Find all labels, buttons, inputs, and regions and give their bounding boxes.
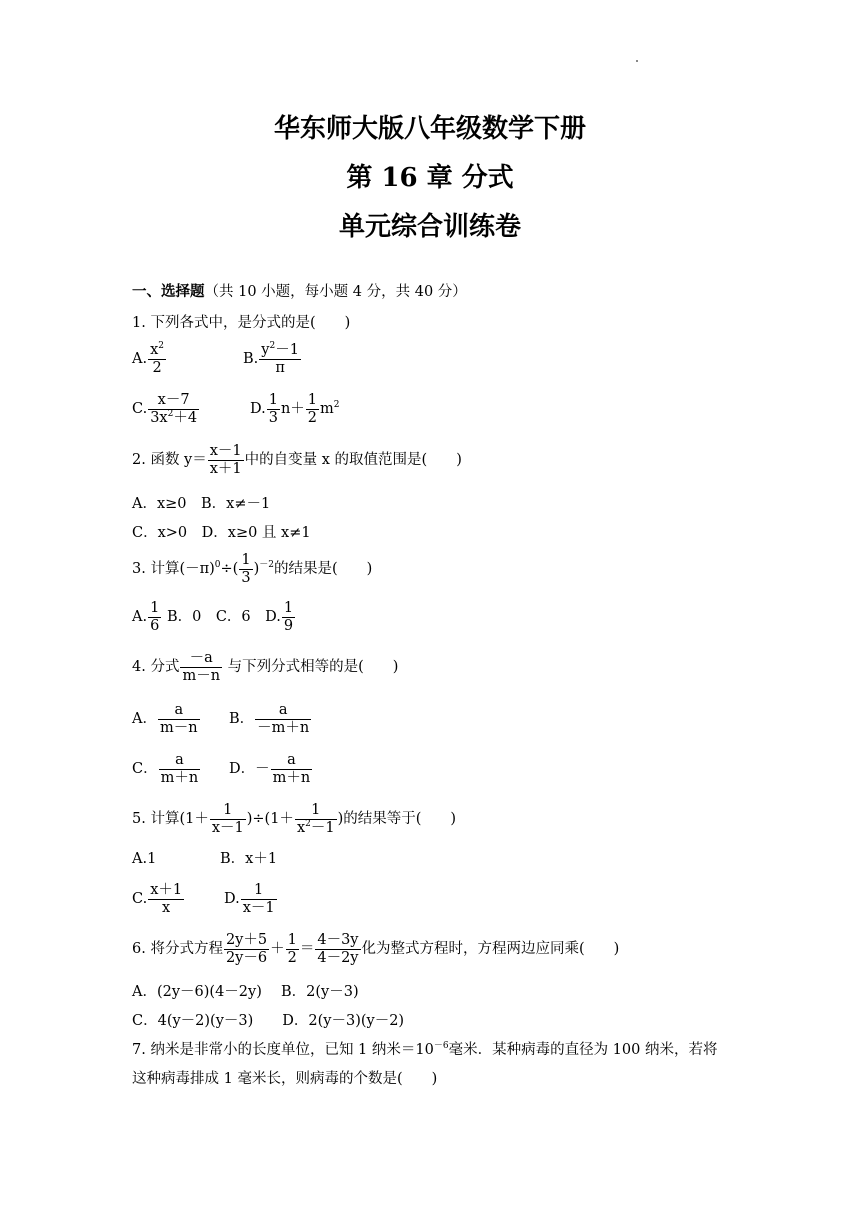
fraction: $\frac{a}{m-n}$ [159,702,198,736]
fraction: $\frac{y^2-1}{\pi}$ [261,341,299,376]
fraction: $\frac{a}{-m+n}$ [257,702,310,736]
q6-options-cd: C．4(y－2)(y－3) D．2(y－3)(y－2) [132,1013,405,1029]
fraction: $\frac{1}{x-1}$ [211,802,244,836]
q5-option-b: B．x＋1 [220,851,278,867]
q2-options-cd: C．x>0 D．x≥0 且 x≠1 [132,525,311,541]
section-note: （共 10 小题，每小题 4 分，共 40 分） [204,284,467,300]
fraction: $\frac{1}{x^2-1}$ [296,802,335,836]
q4-stem: 4. 分式 $\frac{-a}{m-n}$ 与下列分式相等的是( ) [132,650,399,684]
q3-stem: 3. 计算$(-\pi)^0\div$( $\frac{1}{3}$ )$^{-2}$的结果是( ) [132,552,373,586]
q5-option-d: D. $\frac{1}{x-1}$ [224,882,275,916]
fraction: $\frac{1}{x-1}$ [242,882,275,916]
q1-stem: 1. 下列各式中，是分式的是( ) [132,315,351,331]
q7-stem-line2: 这种病毒排成 1 毫米长，则病毒的个数是( ) [132,1071,438,1087]
q1-option-a: A. $\frac{x^2}{2}$ [132,341,165,376]
fraction: $\frac{x^2}{2}$ [150,341,165,376]
fraction: $\frac{1}{9}$ [283,600,294,634]
q4-option-b: B． $\frac{a}{-m+n}$ [229,702,310,736]
fraction: $\frac{2y+5}{2y-6}$ [225,932,268,966]
fraction: $\frac{x-1}{x+1}$ [209,443,242,477]
q6-options-ab: A．(2y－6)(4－2y) B．2(y－3) [132,984,359,1000]
fraction: $\frac{1}{3}$ [241,552,251,586]
q5-stem: 5. 计算(1＋ $\frac{1}{x-1}$ )÷(1＋ $\frac{1}{x^2-1}$ )的结果等于( ) [132,802,457,836]
q5-option-c: C. $\frac{x+1}{x}$ [132,882,183,916]
fraction: $\frac{-a}{m-n}$ [182,650,221,684]
section-label: 一、选择题 [132,283,205,300]
chapter-title: 第 16 章 分式 [346,163,514,193]
q7-stem: 7. 纳米是非常小的长度单位，已知 1 纳米$=10^{-6}$毫米．某种病毒的直径为 100 纳米，若将 [132,1041,718,1058]
q2-options-ab: A．x≥0 B．x≠－1 [132,496,271,512]
q2-stem: 2. 函数 y＝ $\frac{x-1}{x+1}$ 中的自变量 x 的取值范围是( ) [132,443,462,477]
fraction: $\frac{1}{6}$ [150,600,160,634]
fraction: $\frac{a}{m+n}$ [160,752,199,786]
q1-option-d: D. $\frac{1}{3}$ n＋ $\frac{1}{2}$ $m^2$ [250,392,340,426]
q6-stem: 6. 将分式方程 $\frac{2y+5}{2y-6}$ ＋ $\frac{1}{2}$ ＝ $\frac{4-3y}{4-2y}$ 化为整式方程时，方程两边应同乘( ) [132,932,620,966]
unit-title: 单元综合训练卷 [338,212,521,242]
fraction: $\frac{a}{m+n}$ [272,752,311,786]
fraction: $\frac{x-7}{3x^2+4}$ [150,392,198,426]
fraction: $\frac{x+1}{x}$ [150,882,183,916]
fraction: $\frac{1}{2}$ [307,392,318,426]
q5-option-a: A.1 [132,851,157,867]
q1-option-c: C. $\frac{x-7}{3x^2+4}$ [132,392,198,426]
q4-option-c: C． $\frac{a}{m+n}$ [132,752,199,786]
page-dot [636,60,638,62]
q3-options: A. $\frac{1}{6}$ B．0 C．6 D. $\frac{1}{9}$ [132,600,294,634]
fraction: $\frac{4-3y}{4-2y}$ [317,932,359,966]
fraction: $\frac{1}{3}$ [268,392,278,426]
q4-option-a: A． $\frac{a}{m-n}$ [132,702,198,736]
fraction: $\frac{1}{2}$ [287,932,297,966]
q4-option-d: D．－ $\frac{a}{m+n}$ [229,752,311,786]
q1-option-b: B. $\frac{y^2-1}{\pi}$ [243,341,299,376]
doc-title: 华东师大版八年级数学下册 [273,114,586,144]
section-heading [132,285,467,300]
